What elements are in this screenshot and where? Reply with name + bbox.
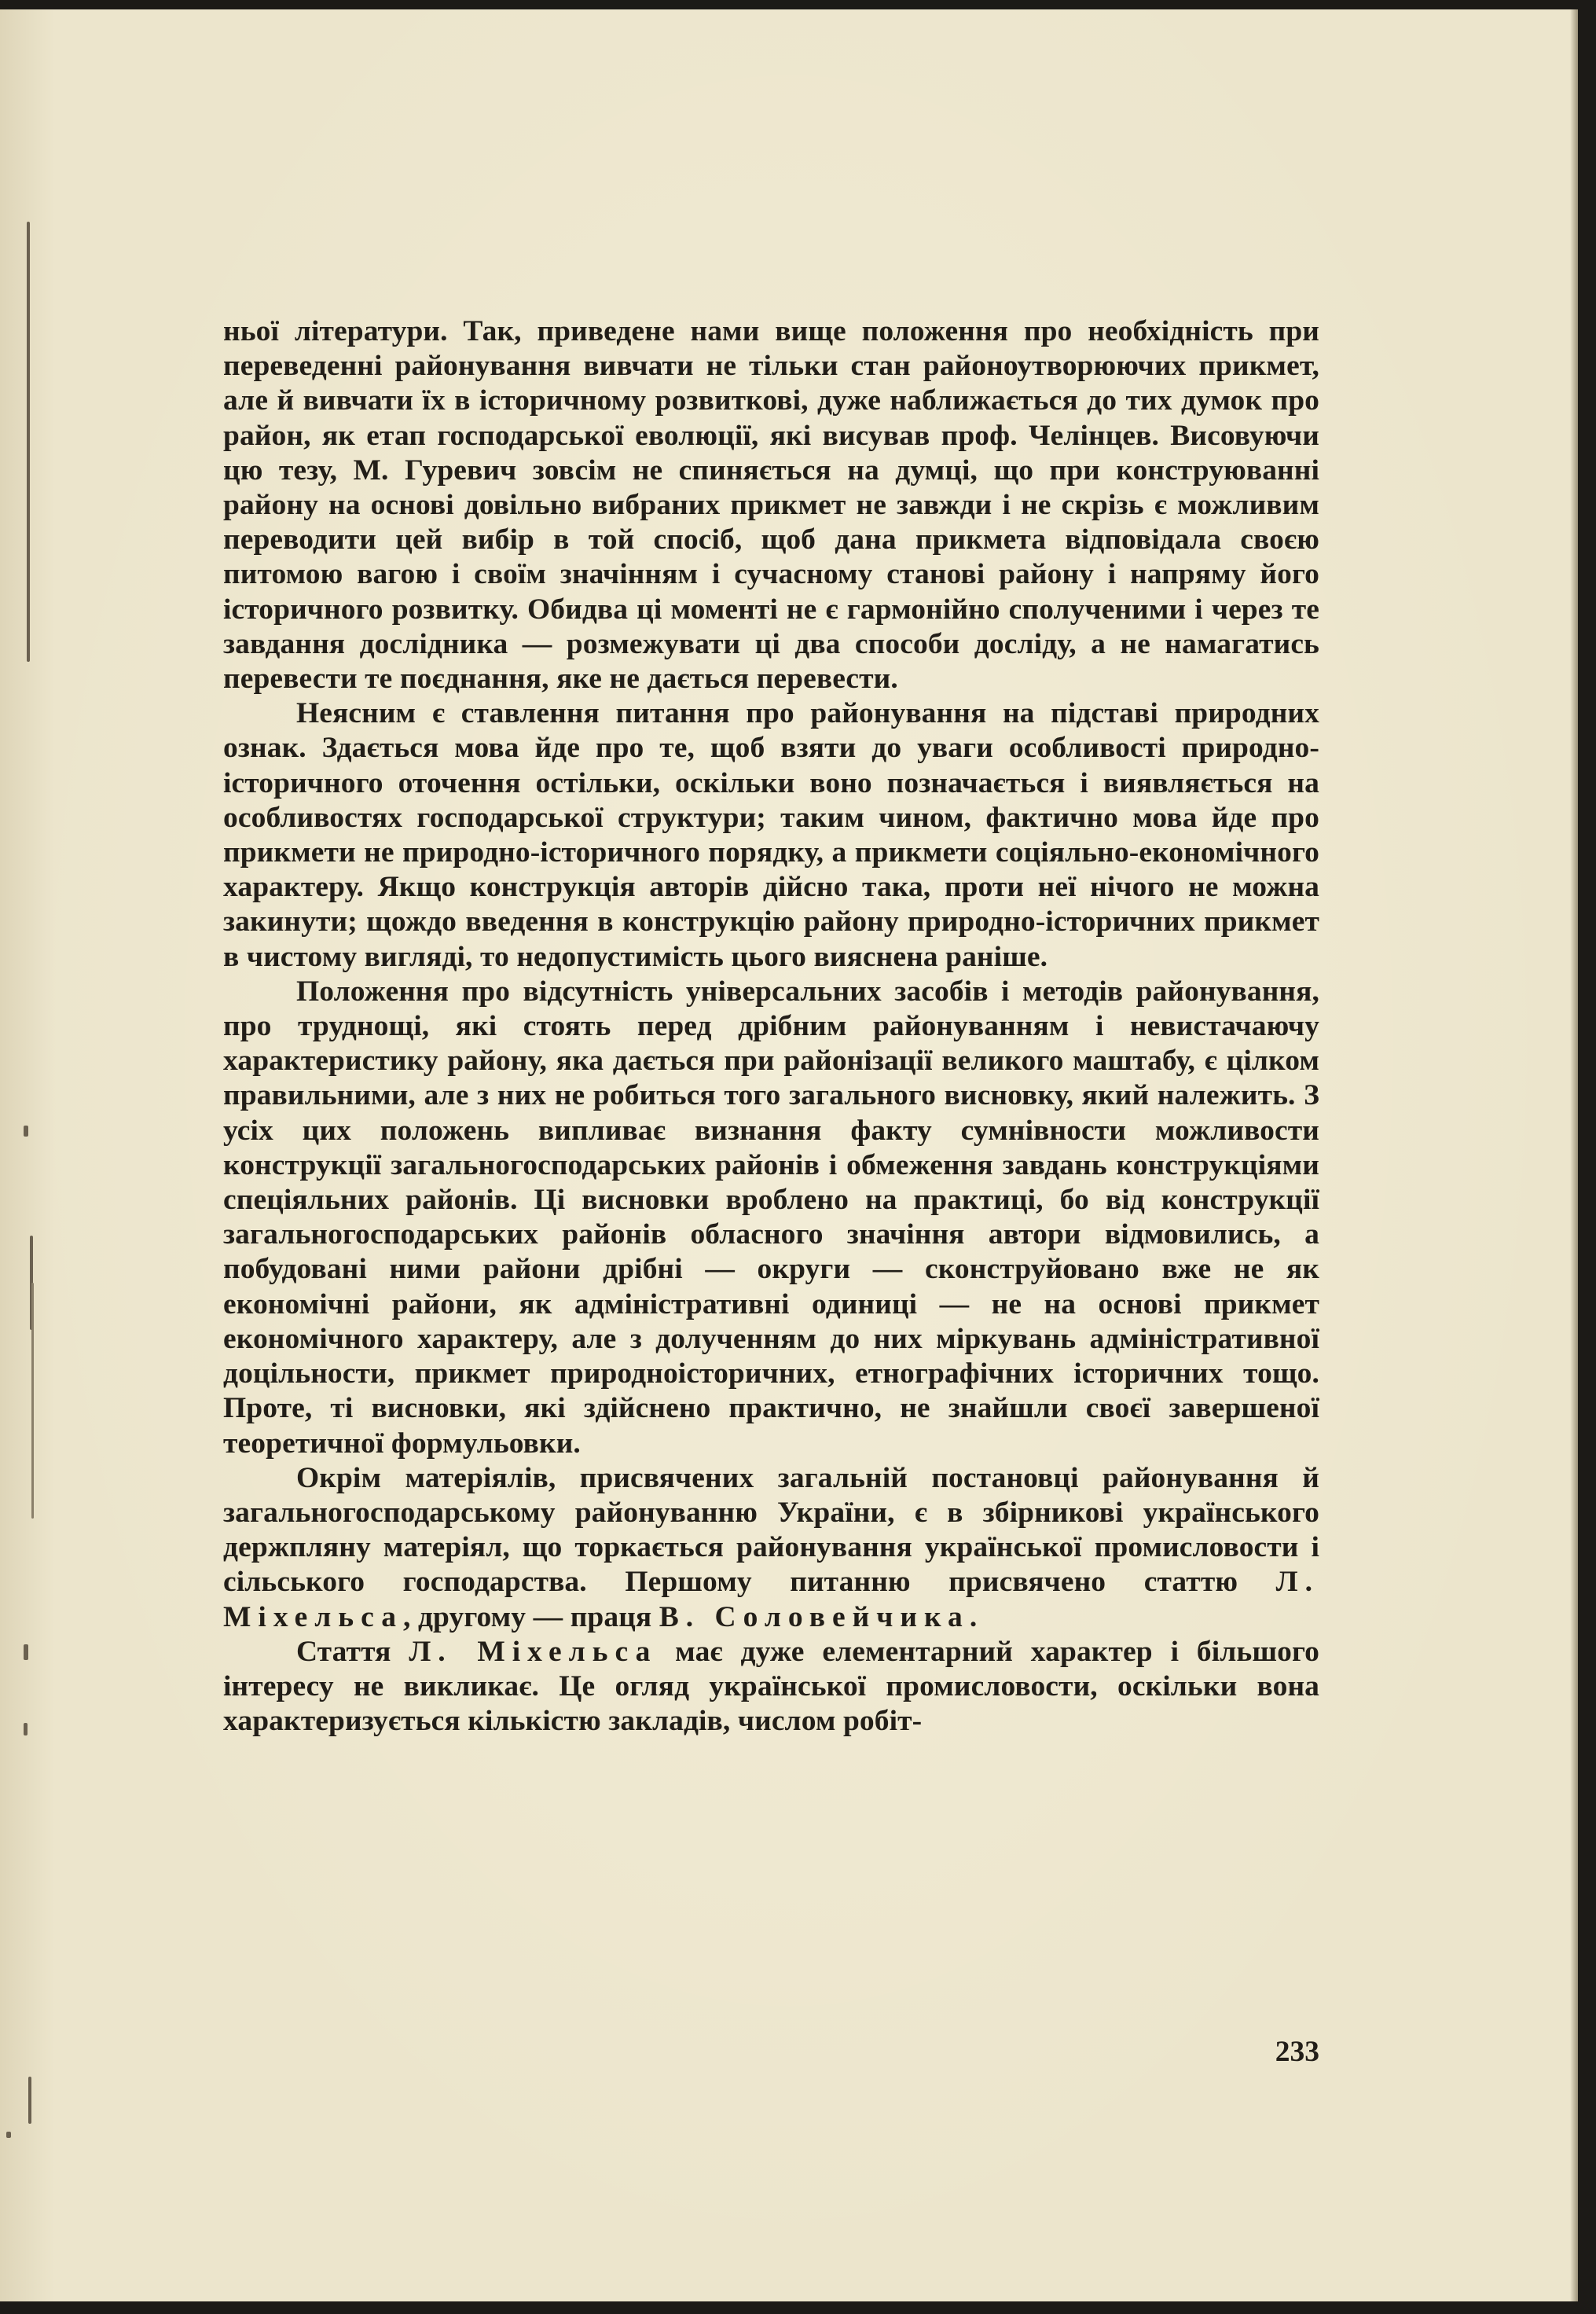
author-name-soloveichyk: В. Соловейчика [659, 1600, 970, 1633]
book-page [0, 9, 1578, 2301]
paragraph-3: Положення про відсутність універсальних засобів і методів районування, про труднощі, які стоять перед дрібним районуванням і невистачаючу характеристику району, яка дається при районізації великого маштабу, є цілком правильними, але з них не робиться того загального висновку, який належить. З усіх цих положень випливає визнання факту сумнівности можливости конструкції загальногосподарських районів і обмеження завдань конструкціями спеціяльних районів. Ці висновки вроблено на практиці, бо від конструкції загальногосподарських районів обласного значіння автори відмовились, а побудовані ними райони дрібні — округи — сконструйовано вже не як економічні райони, як адміністративні одиниці — не на основі прикмет економічного характеру, але з долученням до них міркувань адміністративної доцільности, прикмет природноісторичних, етнографічних історичних тощо. Проте, ті висновки, які здійснено практично, не знайшли своєї завершеної теоретичної формульовки. [223, 975, 1319, 1460]
author-name-mikhels: Л. Міхельса [409, 1635, 658, 1668]
paragraph-4-text: , другому — праця [403, 1600, 659, 1633]
paragraph-1: ньої літератури. Так, приведене нами вище положення про необхідність при переведенні районування вивчати не тільки стан районоутворюючих прикмет, але й вивчати їх в історичному розвиткові, дуже наближається до тих думок про район, як етап господарської еволюції, які висував проф. Челінцев. Висовуючи цю тезу, М. Гуревич зовсім не спиняється на думці, що при конструюванні району на основі довільно вибраних прикмет не завжди і не скрізь є можливим переводити цей вибір в той спосіб, щоб дана прикмета відповідала своєю питомою вагою і своїм значінням і сучасному станові району і напряму його історичного розвитку. Обидва ці моменті не є гармонійно сполученими і через те завдання дослідника — розмежувати ці два способи досліду, а не намагатись перевести те поєднання, яке не дається перевести. [223, 315, 1319, 696]
paragraph-4-text: Окрім матеріялів, присвячених загальній постановці районування й загальногосподарському районуванню України, є в збірникові українського держпляну матеріял, що торкається районування української промисловости і сільського господарства. Першому питанню присвячено статтю [223, 1461, 1319, 1599]
binding-mark [24, 1126, 28, 1137]
binding-mark [31, 1283, 34, 1519]
paragraph-5 [223, 1635, 1319, 1739]
page-number: 233 [1275, 2036, 1319, 2068]
binding-mark [27, 222, 30, 662]
binding-mark [24, 1644, 28, 1660]
binding-mark [6, 2132, 11, 2138]
paragraph-4-text: . [969, 1600, 978, 1633]
page-edge-shadow [1570, 9, 1578, 2301]
paragraph-4 [223, 1461, 1319, 1635]
body-text [223, 314, 1319, 1739]
binding-mark [24, 1723, 28, 1736]
paragraph-2: Неясним є ставлення питання про районування на підставі природних ознак. Здається мова йде про те, щоб взяти до уваги особливості природно-історичного оточення остільки, оскільки воно позначається і виявляється на особливостях господарської структури; таким чином, фактично мова йде про прикмети не природно-історичного порядку, а прикмети соціяльно-економічного характеру. Якщо конструкція авторів дійсно така, проти неї нічого не можна закинути; щождо введення в конструкцію району природно-історичних прикмет в чистому вигляді, то недопустимість цього вияснена раніше. [223, 697, 1319, 973]
binding-mark [28, 2077, 31, 2124]
author-name-mikhels: Л. Міхельса [223, 1566, 1319, 1633]
paragraph-5-text: Стаття [296, 1635, 409, 1668]
paragraph-5-text: має дуже елементарний характер і більшого інтересу не викликає. Це огляд української промисловости, оскільки вона характеризується кількістю закладів, числом робіт- [223, 1635, 1319, 1738]
